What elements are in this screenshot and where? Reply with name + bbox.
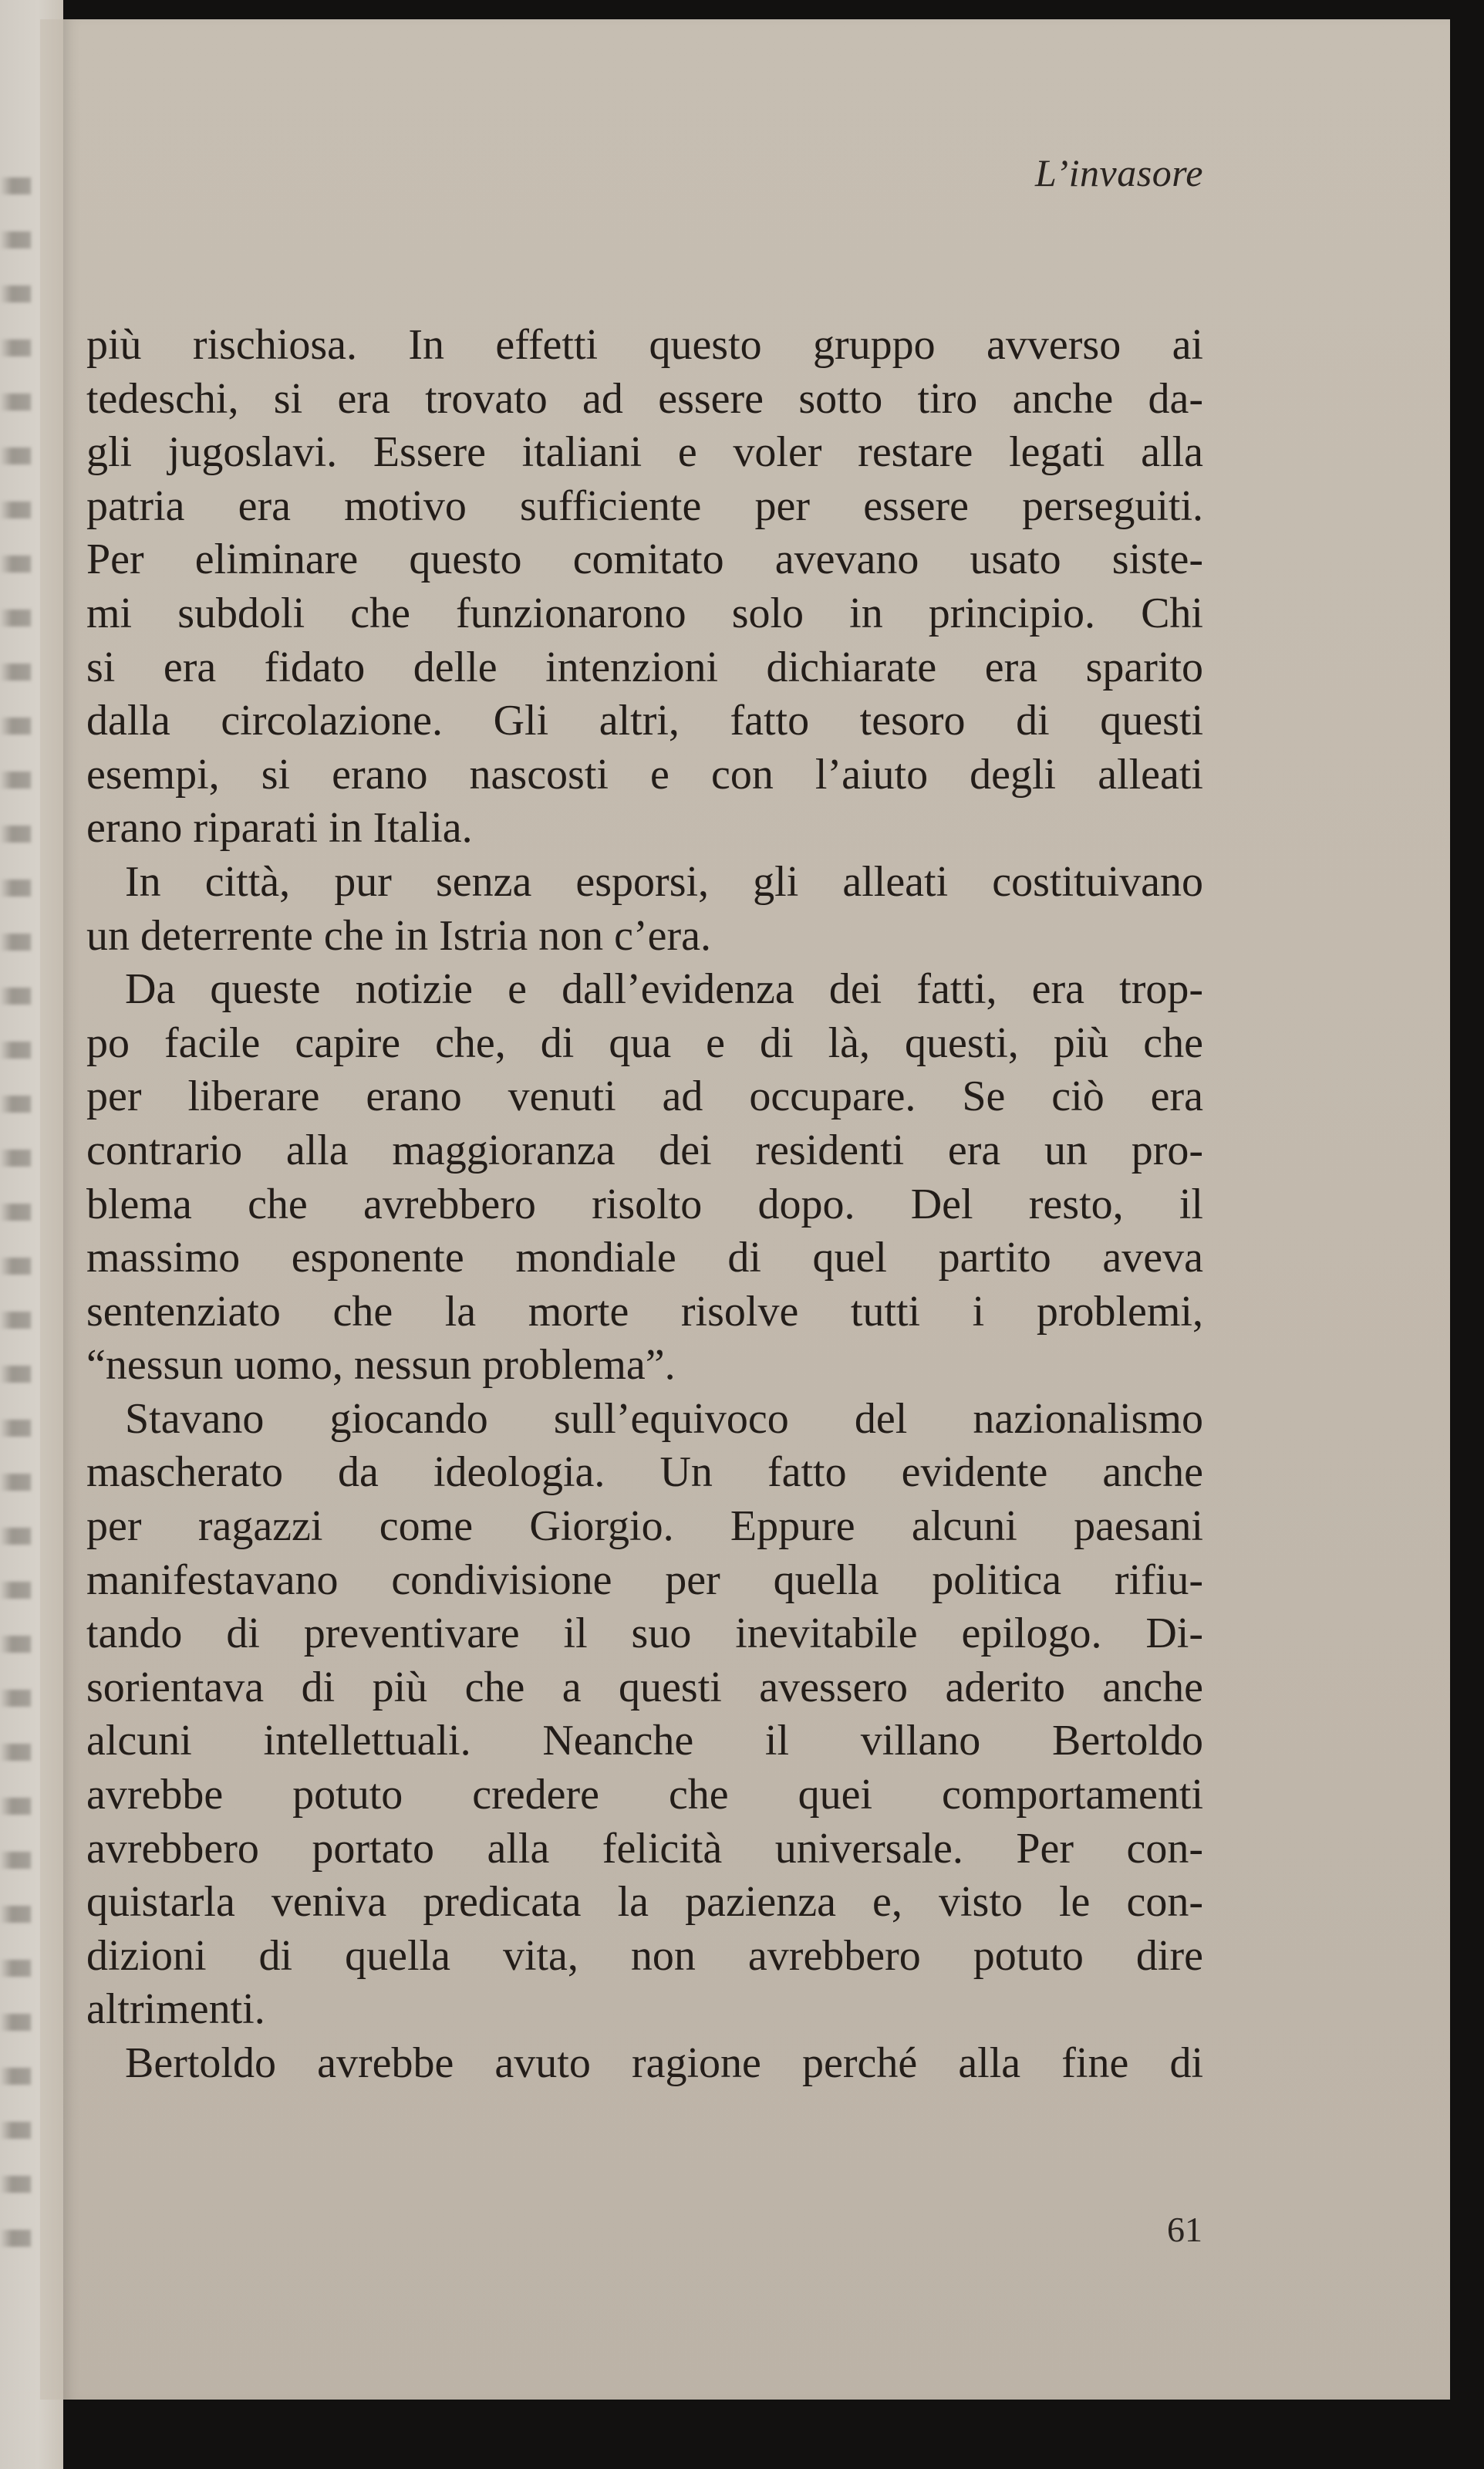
text-line: sorientava di più che a questi avessero aderito anche — [86, 1663, 1203, 1711]
facing-page-text-blur — [0, 934, 31, 951]
facing-page-text-blur — [0, 2122, 31, 2139]
facing-page-text-blur — [0, 772, 31, 789]
text-line: alcuni intellettuali. Neanche il villano Bertoldo — [86, 1717, 1203, 1765]
facing-page-text-blur — [0, 1474, 31, 1491]
facing-page-text-blur — [0, 1096, 31, 1113]
text-line: tedeschi, si era trovato ad essere sotto tiro anche da- — [86, 374, 1203, 423]
text-line: contrario alla maggioranza dei residenti era un pro- — [86, 1126, 1203, 1174]
text-line: sentenziato che la morte risolve tutti i problemi, — [86, 1287, 1203, 1336]
text-line: esempi, si erano nascosti e con l’aiuto degli alleati — [86, 750, 1203, 799]
facing-page-text-blur — [0, 1420, 31, 1437]
facing-page-text-blur — [0, 880, 31, 897]
facing-page-text-blur — [0, 2230, 31, 2247]
text-line: tando di preventivare il suo inevitabile epilogo. Di- — [86, 1609, 1203, 1658]
facing-page-text-blur — [0, 177, 31, 194]
text-line: manifestavano condivisione per quella politica rifiu- — [86, 1555, 1203, 1604]
facing-page-text-blur — [0, 1150, 31, 1167]
running-header: L’invasore — [1035, 151, 1203, 194]
text-line: per liberare erano venuti ad occupare. Se ciò era — [86, 1072, 1203, 1121]
text-line: “nessun uomo, nessun problema”. — [86, 1341, 676, 1390]
text-line: per ragazzi come Giorgio. Eppure alcuni paesani — [86, 1502, 1203, 1551]
text-line: più rischiosa. In effetti questo gruppo avverso ai — [86, 321, 1203, 369]
facing-page-text-blur — [0, 1528, 31, 1545]
text-line: avrebbero portato alla felicità universale. Per con- — [86, 1824, 1203, 1873]
facing-page-text-blur — [0, 231, 31, 248]
text-line: mascherato da ideologia. Un fatto evidente anche — [86, 1448, 1203, 1497]
text-line: gli jugoslavi. Essere italiani e voler restare legati alla — [86, 428, 1203, 477]
facing-page-text-blur — [0, 664, 31, 681]
facing-page-text-blur — [0, 1798, 31, 1815]
text-line: altrimenti. — [86, 1985, 265, 2034]
facing-page-text-blur — [0, 1582, 31, 1599]
facing-page-text-blur — [0, 988, 31, 1005]
body-text — [86, 319, 1203, 2091]
text-line: Bertoldo avrebbe avuto ragione perché alla fine di — [125, 2039, 1203, 2087]
text-line: dizioni di quella vita, non avrebbero potuto dire — [86, 1931, 1203, 1980]
facing-page-text-blur — [0, 1636, 31, 1653]
facing-page-text-blur — [0, 2176, 31, 2193]
facing-page-text-blur — [0, 285, 31, 302]
text-line: Stavano giocando sull’equivoco del nazionalismo — [125, 1394, 1203, 1443]
text-line: po facile capire che, di qua e di là, questi, più che — [86, 1018, 1203, 1067]
text-line: avrebbe potuto credere che quei comportamenti — [86, 1771, 1203, 1819]
book-page — [40, 19, 1450, 2400]
facing-page-text-blur — [0, 1960, 31, 1977]
text-line: un deterrente che in Istria non c’era. — [86, 911, 712, 960]
facing-page-text-blur — [0, 556, 31, 572]
text-line: dalla circolazione. Gli altri, fatto tesoro di questi — [86, 697, 1203, 745]
text-line: mi subdoli che funzionarono solo in principio. Chi — [86, 589, 1203, 637]
facing-page-text-blur — [0, 2068, 31, 2085]
facing-page-text-blur — [0, 826, 31, 843]
text-line: massimo esponente mondiale di quel partito aveva — [86, 1234, 1203, 1282]
facing-page-text-blur — [0, 718, 31, 735]
text-line: erano riparati in Italia. — [86, 804, 473, 853]
text-line: In città, pur senza esporsi, gli alleati costituivano — [125, 857, 1203, 906]
facing-page-text-blur — [0, 610, 31, 627]
facing-page-text-blur — [0, 393, 31, 410]
facing-page-text-blur — [0, 1690, 31, 1707]
facing-page-text-blur — [0, 1366, 31, 1383]
facing-page-text-blur — [0, 339, 31, 356]
facing-page-text-blur — [0, 448, 31, 464]
text-line: Da queste notizie e dall’evidenza dei fatti, era trop- — [125, 965, 1203, 1014]
facing-page-text-blur — [0, 1312, 31, 1329]
facing-page-text-blur — [0, 1906, 31, 1923]
text-line: patria era motivo sufficiente per essere perseguiti. — [86, 481, 1203, 530]
text-line: blema che avrebbero risolto dopo. Del resto, il — [86, 1180, 1203, 1228]
facing-page-text-blur — [0, 1042, 31, 1059]
facing-page-text-blur — [0, 1744, 31, 1761]
facing-page-text-blur — [0, 1258, 31, 1275]
facing-page-text-blur — [0, 1204, 31, 1221]
text-line: Per eliminare questo comitato avevano usato siste- — [86, 535, 1203, 584]
page-number: 61 — [1167, 2210, 1202, 2249]
text-line: si era fidato delle intenzioni dichiarate era sparito — [86, 643, 1203, 691]
text-line: quistarla veniva predicata la pazienza e, visto le con- — [86, 1878, 1203, 1927]
facing-page-text-blur — [0, 1852, 31, 1869]
facing-page-text-blur — [0, 2014, 31, 2031]
facing-page-text-blur — [0, 502, 31, 518]
